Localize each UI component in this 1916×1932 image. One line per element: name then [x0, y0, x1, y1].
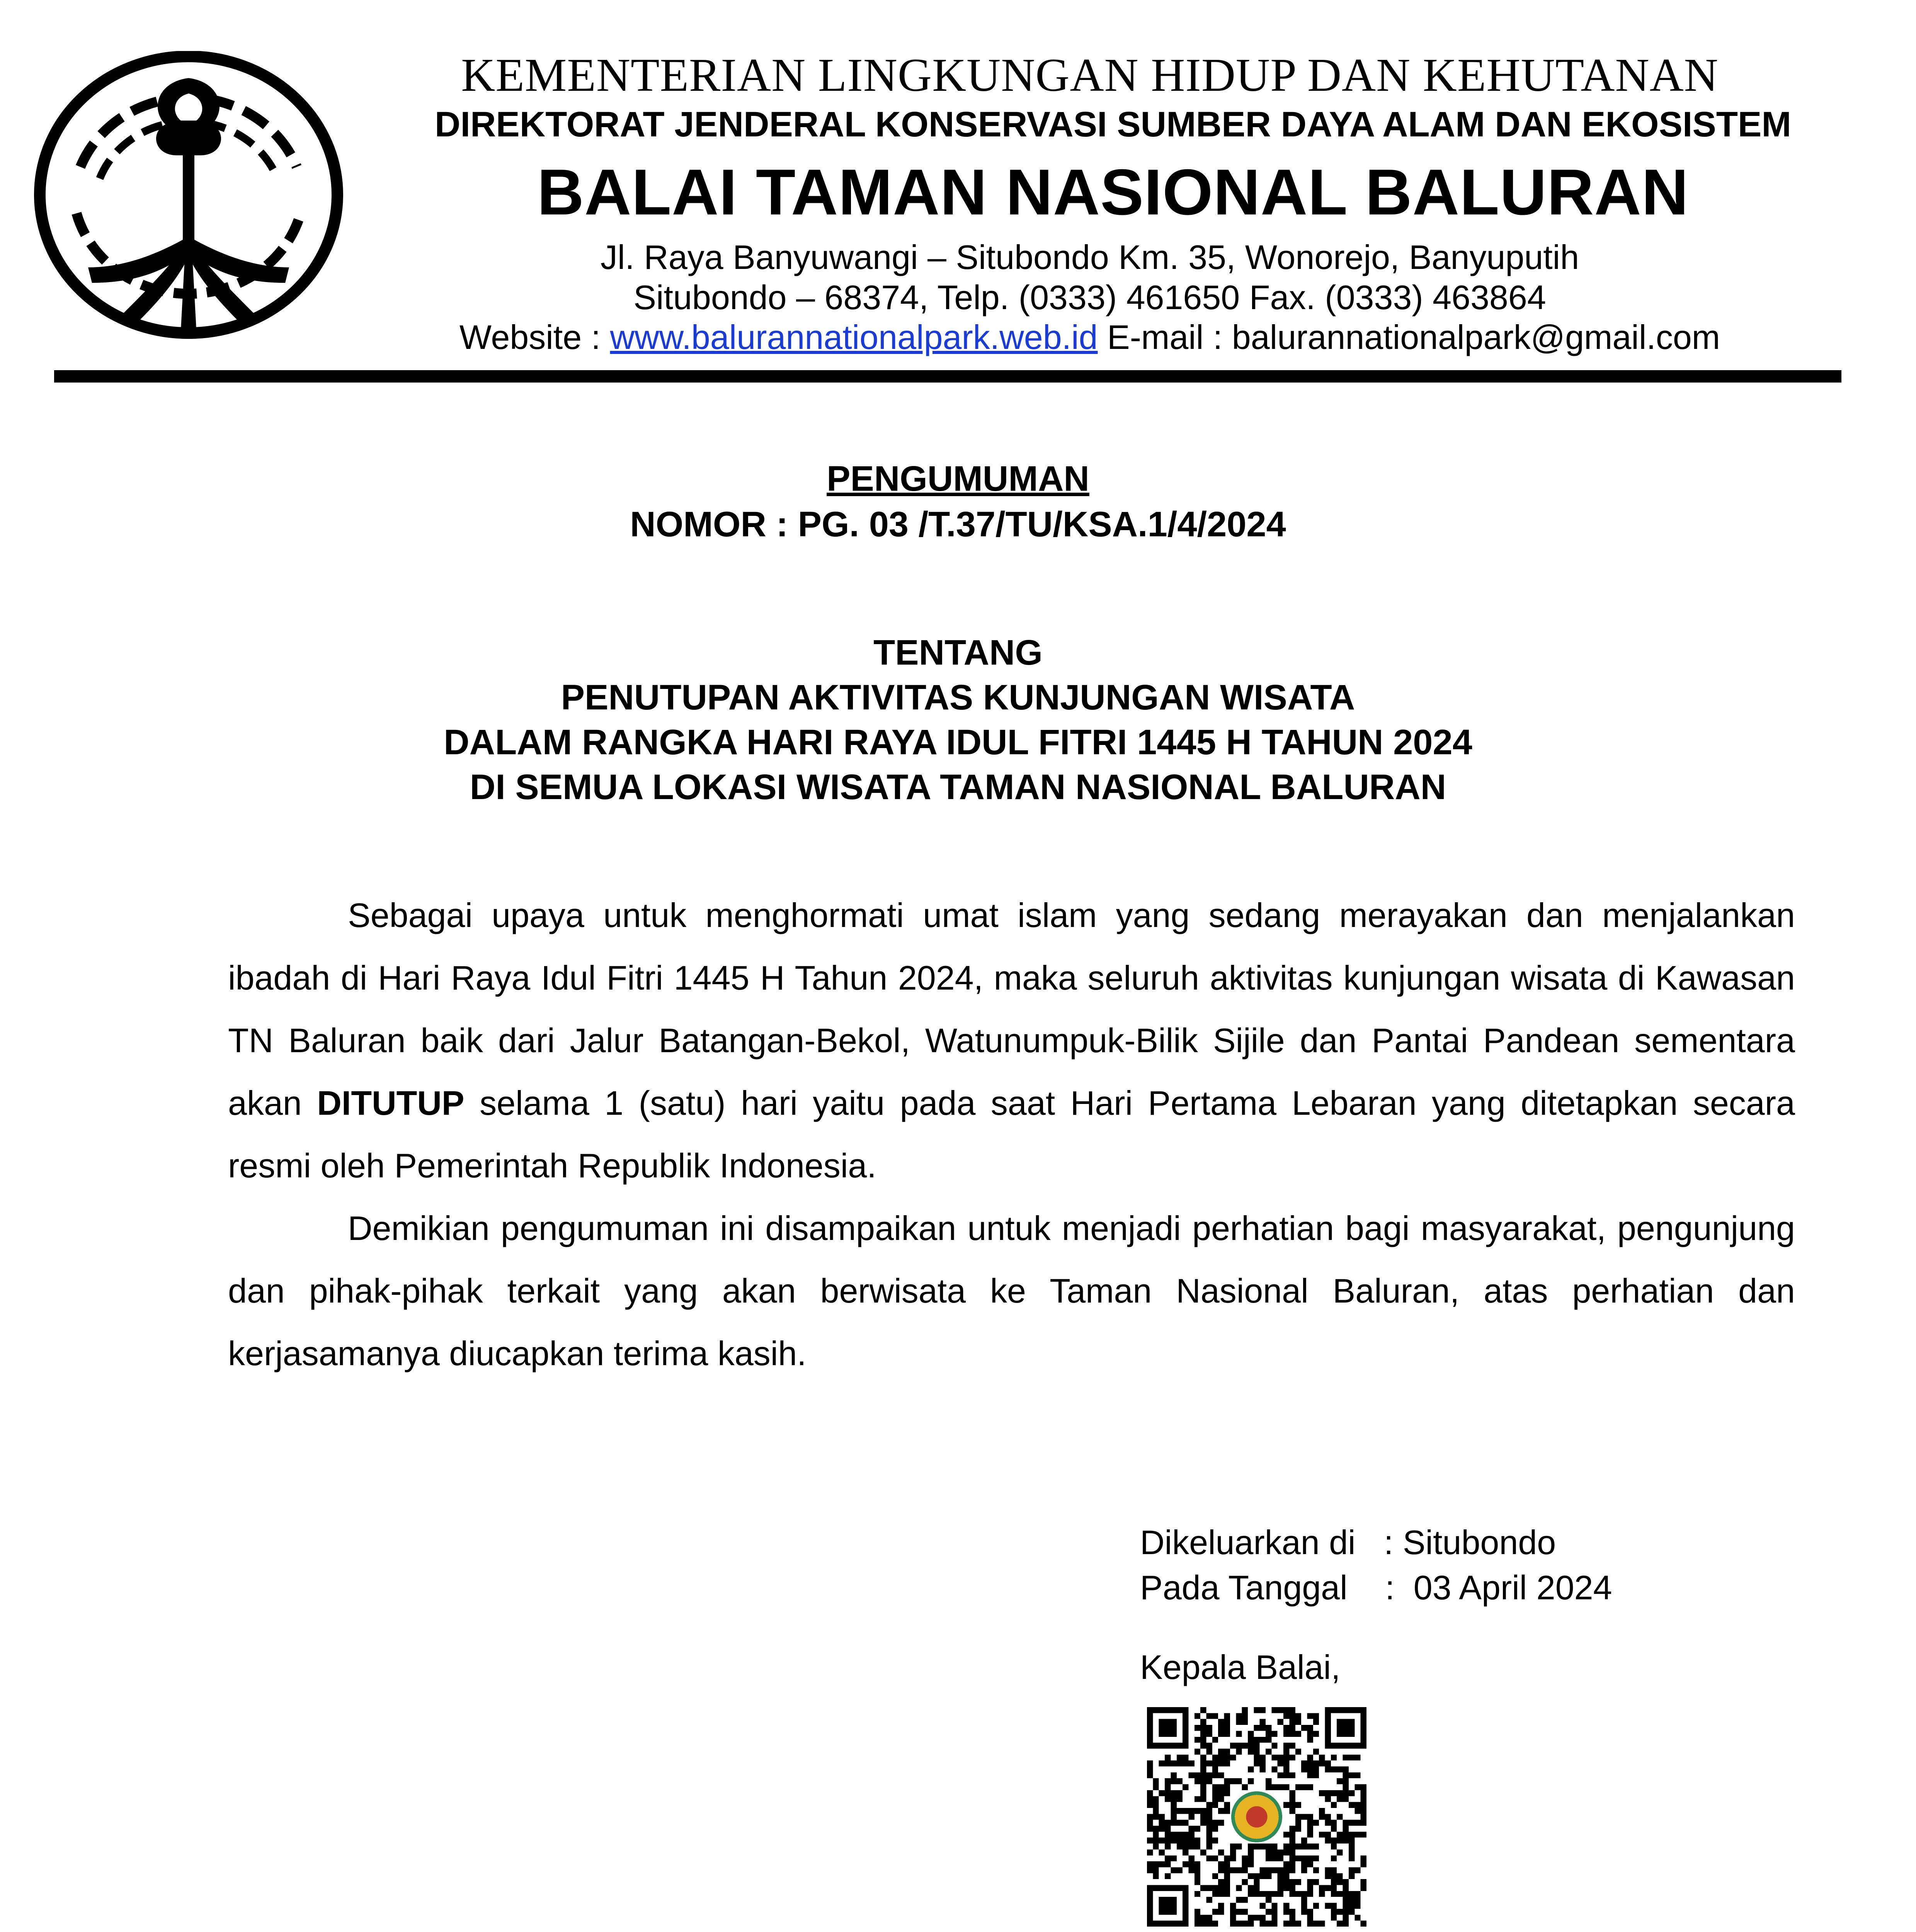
- subject-line: PENUTUPAN AKTIVITAS KUNJUNGAN WISATA: [561, 677, 1355, 717]
- office-name: BALAI TAMAN NASIONAL BALURAN: [537, 156, 1689, 228]
- para1-text-start: Sebagai upaya untuk menghormati umat islam yang sedang merayakan dan menjalankan ibadah di Hari Raya Idul Fitri 1445 H Tahun 2024, maka seluruh aktivitas kunjungan wisata di Kawasan TN Baluran baik dari Jalur Batangan-Bekol, Watunumpuk-Bilik Sijile dan Pantai Pandean sementara akan: [228, 896, 1795, 1122]
- qr-finder-bottom-left: [1147, 1885, 1188, 1927]
- subject-block: [0, 631, 1916, 810]
- subject-line: DALAM RANGKA HARI RAYA IDUL FITRI 1445 H TAHUN 2024: [444, 722, 1472, 762]
- address-line-2: Situbondo – 68374, Telp. (0333) 461650 Fax. (0333) 463864: [633, 278, 1546, 316]
- letterhead-divider: [54, 370, 1841, 383]
- issued-place: Dikeluarkan di : Situbondo: [1140, 1523, 1556, 1561]
- body-paragraph-1: [228, 884, 1795, 1197]
- subject-line: DI SEMUA LOKASI WISATA TAMAN NASIONAL BALURAN: [470, 767, 1446, 807]
- announcement-heading: PENGUMUMAN: [827, 459, 1089, 498]
- directorate-name: DIREKTORAT JENDERAL KONSERVASI SUMBER DAYA ALAM DAN EKOSISTEM: [434, 105, 1792, 144]
- email-label: E-mail :: [1098, 318, 1232, 356]
- email-address: balurannationalpark@gmail.com: [1232, 318, 1720, 356]
- qr-code-signature: [1147, 1707, 1366, 1927]
- closed-emphasis: DITUTUP: [317, 1084, 465, 1122]
- issued-date: Pada Tanggal : 03 April 2024: [1140, 1568, 1612, 1607]
- ministry-logo: [34, 51, 343, 339]
- qr-finder-top-left: [1147, 1707, 1188, 1748]
- subject-line: TENTANG: [873, 633, 1043, 672]
- website-link[interactable]: www.balurannationalpark.web.id: [610, 318, 1098, 356]
- announcement-number: NOMOR : PG. 03 /T.37/TU/KSA.1/4/2024: [630, 505, 1286, 544]
- para2-text: Demikian pengumuman ini disampaikan untuk menjadi perhatian bagi masyarakat, pengunjung dan pihak-pihak terkait yang akan berwisata ke Taman Nasional Baluran, atas perhatian dan kerjasamanya diucapkan terima kasih.: [228, 1209, 1795, 1372]
- address-line-1: Jl. Raya Banyuwangi – Situbondo Km. 35, Wonorejo, Banyuputih: [600, 238, 1579, 276]
- para1-text-end: selama 1 (satu) hari yaitu pada saat Hari Pertama Lebaran yang ditetapkan secara resmi oleh Pemerintah Republik Indonesia.: [228, 1084, 1795, 1185]
- website-label: Website :: [459, 318, 610, 356]
- ministry-name: KEMENTERIAN LINGKUNGAN HIDUP DAN KEHUTANAN: [461, 49, 1719, 101]
- contact-line: [371, 319, 1809, 356]
- qr-finder-top-right: [1325, 1707, 1366, 1748]
- signer-position: Kepala Balai,: [1140, 1648, 1341, 1686]
- body-paragraph-2: [228, 1197, 1795, 1385]
